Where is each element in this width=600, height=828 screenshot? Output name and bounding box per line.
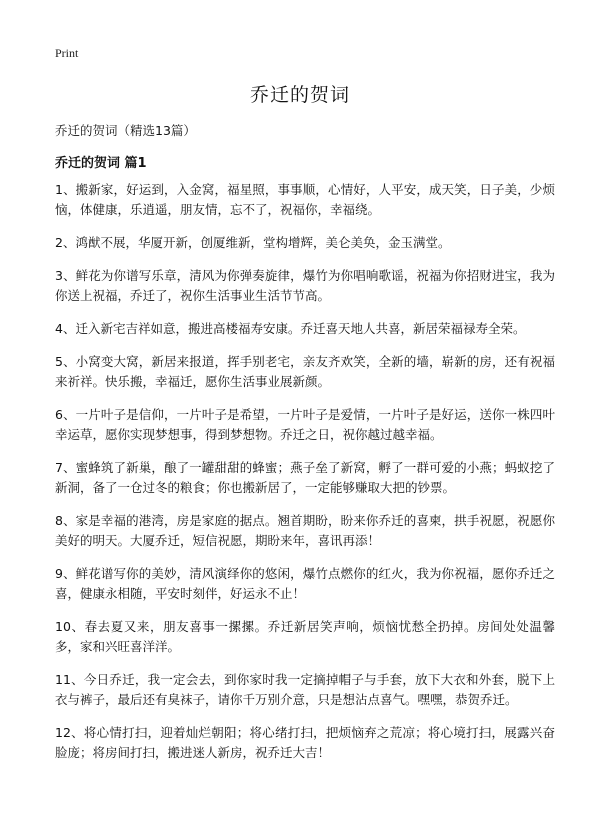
greeting-item: 4、迁入新宅吉祥如意，搬进高楼福寿安康。乔迁喜天地人共喜，新居荣福禄寿全荣。 bbox=[55, 321, 526, 336]
greeting-item: 9、鲜花谱写你的美妙，清风演绎你的悠闲，爆竹点燃你的红火，我为你祝福，愿你乔迁之喜，健康永相随，平安时刻伴，好运永不止！ bbox=[55, 566, 555, 601]
page-title: 乔迁的贺词 bbox=[249, 84, 350, 106]
greeting-item: 3、鲜花为你谱写乐章，清风为你弹奏旋律，爆竹为你唱响歌谣，祝福为你招财进宝，我为你送上祝福，乔迁了，祝你生活事业生活节节高。 bbox=[55, 268, 555, 303]
section-heading: 乔迁的贺词 篇1 bbox=[55, 156, 147, 171]
greeting-list bbox=[55, 180, 555, 776]
greeting-item: 5、小窝变大窝，新居来报道，挥手别老宅，亲友齐欢笑，全新的墙，崭新的房，还有祝福来祈祥。快乐搬，幸福迁，愿你生活事业展新颜。 bbox=[55, 354, 555, 389]
greeting-item: 2、鸿猷不展，华厦开新，创厦维新，堂构增辉，美仑美奂，金玉满堂。 bbox=[55, 235, 451, 250]
greeting-item: 8、家是幸福的港湾，房是家庭的据点。翘首期盼，盼来你乔迁的喜柬，拱手祝愿，祝愿你美好的明天。大厦乔迁，短信祝愿，期盼来年，喜讯再添！ bbox=[55, 513, 555, 548]
document-subtitle: 乔迁的贺词（精选13篇） bbox=[55, 123, 196, 138]
greeting-item: 7、蜜蜂筑了新巢，酿了一罐甜甜的蜂蜜；燕子垒了新窝，孵了一群可爱的小燕；蚂蚁挖了新洞，备了一仓过冬的粮食；你也搬新居了，一定能够赚取大把的钞票。 bbox=[55, 460, 555, 495]
print-link[interactable]: Print bbox=[55, 46, 79, 60]
greeting-item: 10、春去夏又来，朋友喜事一摞摞。乔迁新居笑声响，烦恼忧愁全扔掉。房间处处温馨多，家和兴旺喜洋洋。 bbox=[55, 619, 555, 654]
greeting-item: 1、搬新家，好运到，入金窝，福星照，事事顺，心情好，人平安，成天笑，日子美，少烦恼，体健康，乐逍遥，朋友情，忘不了，祝福你，幸福绕。 bbox=[55, 182, 555, 217]
greeting-item: 6、一片叶子是信仰，一片叶子是希望，一片叶子是爱情，一片叶子是好运，送你一株四叶幸运草，愿你实现梦想事，得到梦想物。乔迁之日，祝你越过越幸福。 bbox=[55, 407, 555, 442]
greeting-item: 11、今日乔迁，我一定会去，到你家时我一定摘掉帽子与手套，放下大衣和外套，脱下上衣与裤子，最后还有臭袜子，请你千万别介意，只是想沾点喜气。嘿嘿，恭贺乔迁。 bbox=[55, 672, 555, 707]
greeting-item: 12、将心情打扫，迎着灿烂朝阳；将心绪打扫，把烦恼弃之荒凉；将心境打扫，展露兴奋脸庞；将房间打扫，搬进迷人新房，祝乔迁大吉！ bbox=[55, 725, 555, 760]
